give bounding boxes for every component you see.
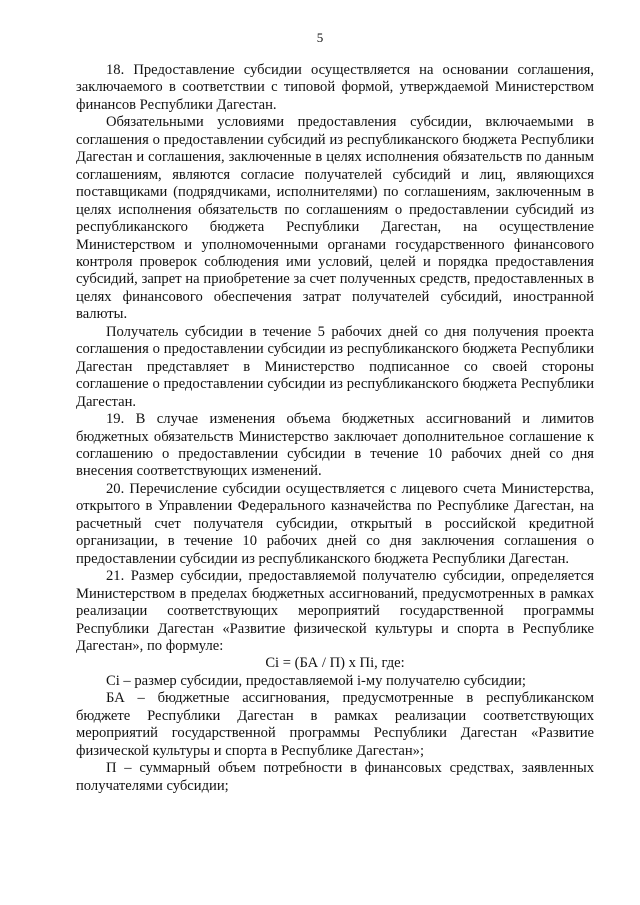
document-body [76,62,594,795]
definition-ba: БА – бюджетные ассигнования, предусмотренные в республиканском бюджете Республики Дагестан в рамках реализации соответствующих мероприятий государственной программы Республики Дагестан «Развитие физической культуры и спорта в Республике Дагестан»; [76,690,594,759]
paragraph-recipient-agreement: Получатель субсидии в течение 5 рабочих дней со дня получения проекта соглашения о предоставлении субсидии из республиканского бюджета Республики Дагестан представляет в Министерство подписанное со своей стороны соглашение о предоставлении субсидии из республиканского бюджета Республики Дагестан. [76,323,594,410]
page-number: 5 [316,30,324,45]
subsidy-formula: Ci = (БА / П) х Пi, где: [265,655,405,672]
paragraph-clause-20: 20. Перечисление субсидии осуществляется с лицевого счета Министерства, открытого в Управлении Федерального казначейства по Республике Дагестан, на расчетный счет получателя субсидии, открытый в российской кредитной организации, в течение 10 рабочих дней со дня заключения соглашения о предоставлении субсидии из республиканского бюджета Республики Дагестан. [76,480,594,567]
paragraph-clause-21: 21. Размер субсидии, предоставляемой получателю субсидии, определяется Министерством в пределах бюджетных ассигнований, предусмотренных в рамках реализации соответствующих мероприятий государственной программы Республики Дагестан «Развитие физической культуры и спорта в Республике Дагестан», по формуле: [76,568,594,654]
definition-ci: Ci – размер субсидии, предоставляемой i-му получателю субсидии; [106,672,526,689]
paragraph-clause-19: 19. В случае изменения объема бюджетных ассигнований и лимитов бюджетных обязательств Министерство заключает дополнительное соглашение к соглашению о предоставлении субсидии в течение 10 рабочих дней со дня внесения соответствующих изменений. [76,411,594,480]
definition-p: П – суммарный объем потребности в финансовых средствах, заявленных получателями субсидии; [76,760,594,794]
paragraph-clause-18: 18. Предоставление субсидии осуществляется на основании соглашения, заключаемого в соответствии с типовой формой, утверждаемой Министерством финансов Республики Дагестан. [76,62,594,113]
paragraph-mandatory-conditions: Обязательными условиями предоставления субсидии, включаемыми в соглашения о предоставлении субсидий из республиканского бюджета Республики Дагестан и соглашения, заключенные в целях исполнения обязательств по данным соглашениям, являются согласие получателей субсидий и лиц, являющихся поставщиками (подрядчиками, исполнителями) по соглашениям, заключенным в целях исполнения обязательств по соглашениям о предоставлении субсидий из республиканского бюджета Республики Дагестан, на осуществление Министерством и уполномоченными органами государственного финансового контроля проверок соблюдения ими условий, целей и порядка предоставления субсидий, запрет на приобретение за счет полученных средств, предоставленных в целях финансового обеспечения затрат получателей субсидий, иностранной валюты. [76,114,594,323]
